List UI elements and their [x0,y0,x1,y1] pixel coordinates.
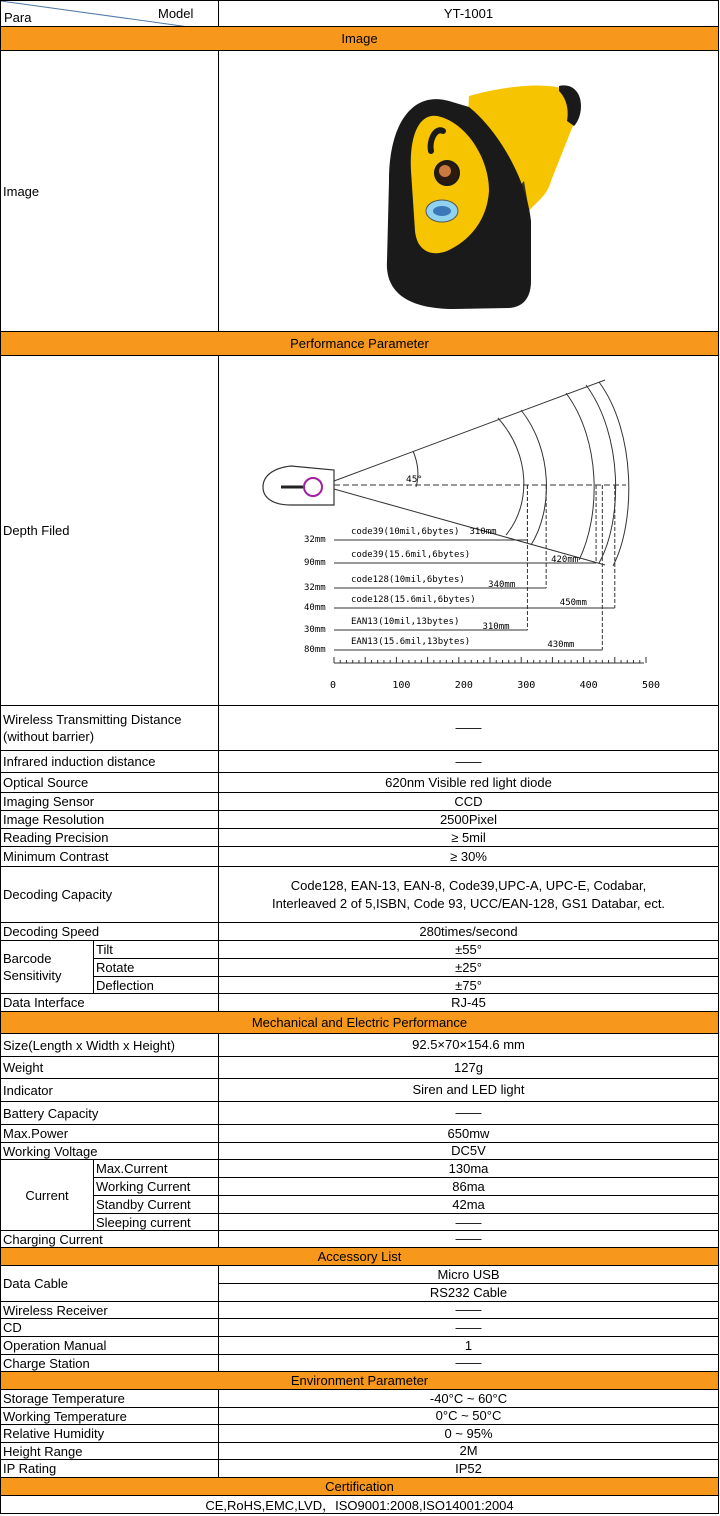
data-interface-label: Data Interface [1,994,219,1011]
height-range-label: Height Range [1,1443,219,1459]
section-performance-title: Performance Parameter [1,332,718,355]
height-range-value: 2M [459,1443,478,1458]
axis-tick-label: 400 [579,680,598,691]
depth-ticks [330,657,660,691]
depth-near-label: 40mm [304,603,326,613]
working-voltage-label: Working Voltage [1,1143,219,1159]
axis-tick-label: 500 [642,680,661,691]
header-row [0,0,719,27]
current-working-label: Working Current [96,1179,191,1194]
imaging-sensor-row [0,793,719,811]
operation-manual-value: 1 [464,1337,473,1353]
depth-distance-label: 450mm [559,598,587,608]
infrared-distance-value: —— [455,753,482,769]
sensitivity-values [219,941,718,993]
decoding-capacity-line-2: Interleaved 2 of 5,ISBN, Code 93, UCC/EAN-128, GS1 Databar, ect. [271,895,666,911]
imaging-sensor-label: Imaging Sensor [1,793,219,810]
sensitivity-deflection-value: ±75° [455,978,482,993]
current-values [219,1160,718,1230]
depth-near-label: 80mm [304,645,326,655]
working-voltage-value: DC5V [451,1143,486,1158]
model-value: YT-1001 [443,5,494,21]
size-label: Size(Length x Width x Height) [1,1034,219,1056]
cd-label: CD [1,1319,219,1336]
section-mechanical-title: Mechanical and Electric Performance [1,1012,718,1033]
depth-distance-label: 310mm [469,527,497,537]
axis-tick-label: 200 [454,680,473,691]
image-resolution-value: 2500Pixel [439,811,498,827]
section-environment [0,1372,719,1390]
battery-capacity-value: —— [455,1105,482,1120]
data-cable-rs232: RS232 Cable [429,1285,508,1300]
current-standby-label: Standby Current [96,1197,191,1212]
angle-label: 45° [406,475,422,485]
current-label: Current [1,1160,94,1230]
weight-row [0,1057,719,1079]
reading-precision-row [0,829,719,847]
charge-station-row [0,1355,719,1372]
sensitivity-names [94,941,219,993]
operation-manual-row [0,1337,719,1355]
axis-tick-label: 100 [392,680,411,691]
minimum-contrast-label: Minimum Contrast [1,847,219,866]
size-row [0,1034,719,1057]
depth-distance-label: 430mm [547,640,575,650]
minimum-contrast-row [0,847,719,867]
decoding-capacity-row [0,867,719,923]
image-resolution-label: Image Resolution [1,811,219,828]
depth-code-label: code39(10mil,6bytes) [351,527,460,537]
axis-tick-label: 0 [330,680,337,691]
depth-code-label: code39(15.6mil,6bytes) [351,550,471,560]
height-range-row [0,1443,719,1460]
charging-row [0,1231,719,1248]
operation-manual-label: Operation Manual [1,1337,219,1354]
wireless-distance-value: —— [455,720,482,735]
depth-near-label: 32mm [304,583,326,593]
section-environment-title: Environment Parameter [1,1372,718,1389]
image-resolution-row [0,811,719,829]
relative-humidity-row [0,1425,719,1443]
optical-source-row [0,773,719,793]
relative-humidity-label: Relative Humidity [1,1425,219,1442]
depth-rows [304,485,615,655]
axis-tick-label: 300 [517,680,536,691]
decoding-capacity-value [219,867,718,922]
optical-source-label: Optical Source [1,773,219,792]
section-mechanical [0,1012,719,1034]
sensitivity-row [0,941,719,994]
section-image-title: Image [1,27,718,50]
current-row [0,1160,719,1231]
data-cable-row [0,1266,719,1302]
max-power-row [0,1125,719,1143]
section-certification [0,1478,719,1496]
section-performance [0,332,719,356]
section-accessory [0,1248,719,1266]
sensitivity-deflection-label: Deflection [96,978,154,993]
cd-row [0,1319,719,1337]
depth-of-field-diagram [219,356,718,705]
decoding-capacity-line-1: Code128, EAN-13, EAN-8, Code39,UPC-A, UPC-E, Codabar, [290,877,647,893]
header-diagonal-cell [1,1,219,26]
decoding-speed-value: 280times/second [419,923,518,939]
decoding-speed-row [0,923,719,941]
depth-code-label: code128(15.6mil,6bytes) [351,595,476,605]
image-label: Image [1,51,219,331]
scanner-image [219,51,718,331]
section-image [0,27,719,51]
storage-temperature-label: Storage Temperature [1,1390,219,1407]
infrared-distance-row [0,751,719,773]
charging-label: Charging Current [1,1231,219,1247]
certification-row [0,1496,719,1514]
current-max-value: 130ma [448,1161,489,1176]
ip-rating-value: IP52 [455,1460,482,1476]
data-cable-values [219,1266,718,1301]
storage-temperature-value: -40°C ~ 60°C [429,1390,508,1406]
imaging-sensor-value: CCD [454,793,483,809]
sensitivity-tilt-value: ±55° [455,942,482,957]
battery-capacity-label: Battery Capacity [1,1102,219,1124]
current-names [94,1160,219,1230]
sensitivity-label: Barcode Sensitivity [1,941,94,993]
charge-station-value: —— [455,1355,482,1370]
wireless-receiver-label: Wireless Receiver [1,1302,219,1318]
wireless-receiver-row [0,1302,719,1319]
max-power-label: Max.Power [1,1125,219,1142]
depth-distance-label: 420mm [551,555,579,565]
sensitivity-rotate-label: Rotate [96,960,135,975]
sensitivity-tilt-label: Tilt [96,942,113,957]
depth-label: Depth Filed [1,356,219,705]
working-voltage-row [0,1143,719,1160]
decoding-speed-label: Decoding Speed [1,923,219,940]
size-value: 92.5×70×154.6 mm [412,1037,525,1052]
depth-near-label: 32mm [304,535,326,545]
depth-distance-label: 310mm [482,622,510,632]
optical-source-value: 620nm Visible red light diode [385,774,552,790]
depth-near-label: 30mm [304,625,326,635]
working-temperature-value: 0°C ~ 50°C [435,1408,502,1423]
indicator-row [0,1079,719,1102]
wireless-distance-label: Wireless Transmitting Distance (without barrier) [1,706,219,750]
sensitivity-rotate-value: ±25° [455,960,482,975]
section-accessory-title: Accessory List [1,1248,718,1265]
max-power-value: 650mw [447,1125,490,1141]
data-interface-row [0,994,719,1012]
storage-temperature-row [0,1390,719,1408]
certification-value: CE,RoHS,EMC,LVD，ISO9001:2008,ISO14001:2004 [1,1496,718,1513]
relative-humidity-value: 0 ~ 95% [444,1425,493,1441]
battery-capacity-row [0,1102,719,1125]
depth-near-label: 90mm [304,558,326,568]
ip-rating-label: IP Rating [1,1460,219,1477]
charge-station-label: Charge Station [1,1355,219,1371]
current-sleeping-value: —— [455,1215,482,1230]
barcode-scanner-icon [319,61,619,321]
depth-code-label: EAN13(15.6mil,13bytes) [351,637,471,647]
decoding-capacity-label: Decoding Capacity [1,867,219,922]
current-max-label: Max.Current [96,1161,168,1176]
depth-row [0,356,719,706]
ip-rating-row [0,1460,719,1478]
reading-precision-value: ≥ 5mil [451,829,486,845]
current-working-value: 86ma [452,1179,485,1194]
data-cable-label: Data Cable [1,1266,219,1301]
depth-code-label: code128(10mil,6bytes) [351,575,465,585]
indicator-label: Indicator [1,1079,219,1101]
weight-value: 127g [454,1059,483,1075]
header-para: Para [4,10,32,25]
infrared-distance-label: Infrared induction distance [1,751,219,772]
reading-precision-label: Reading Precision [1,829,219,846]
data-cable-micro-usb: Micro USB [437,1267,500,1282]
data-interface-value: RJ-45 [451,994,486,1010]
current-sleeping-label: Sleeping current [96,1215,191,1230]
weight-label: Weight [1,1057,219,1078]
cd-value: —— [455,1319,482,1335]
depth-diagram-svg [219,356,718,705]
working-temperature-label: Working Temperature [1,1408,219,1424]
indicator-value: Siren and LED light [412,1082,525,1097]
depth-distance-label: 340mm [488,580,516,590]
depth-code-label: EAN13(10mil,13bytes) [351,617,460,627]
working-temperature-row [0,1408,719,1425]
current-standby-value: 42ma [452,1197,485,1212]
charging-value: —— [455,1231,482,1246]
minimum-contrast-value: ≥ 30% [450,848,487,864]
wireless-receiver-value: —— [455,1302,482,1317]
image-row [0,51,719,332]
header-model: Model [158,6,194,21]
section-certification-title: Certification [1,1478,718,1495]
wireless-distance-row [0,706,719,751]
